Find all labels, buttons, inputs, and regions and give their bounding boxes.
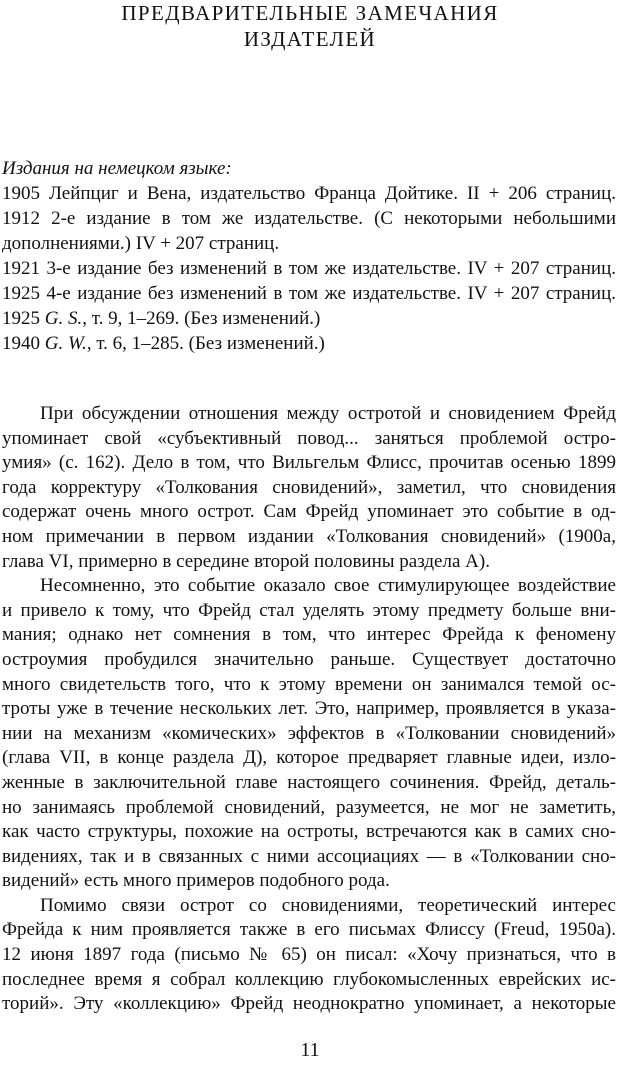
edition-item: дополнениями.) IV + 207 страниц.	[2, 233, 280, 254]
text-line: но занимаясь проблемой сновидений, разумеется, не мог не заметить,	[2, 796, 616, 818]
text-line: Помимо связи острот со сновидениями, теоретический интерес	[40, 894, 616, 916]
edition-year: 1940	[2, 333, 45, 354]
edition-details: , т. 6, 1–285. (Без изменений.)	[86, 333, 325, 354]
title-line-1: ПРЕДВАРИТЕЛЬНЫЕ ЗАМЕЧАНИЯ	[121, 1, 499, 25]
text-line: Несомненно, это событие оказало свое стимулирующее воздействие	[40, 575, 616, 597]
editions-heading: Издания на немецком языке:	[2, 158, 232, 179]
page-title	[0, 0, 620, 52]
editions-list	[2, 156, 616, 356]
text-line: упоминает свой «субъективный повод... заняться проблемой остро-	[2, 427, 616, 449]
text-line: женные в заключительной главе настоящего сочинения. Фрейд, деталь-	[2, 771, 616, 793]
text-line: (глава VII, в конце раздела Д), которое предваряет главные идеи, изло-	[2, 747, 616, 769]
edition-year: 1925	[2, 308, 45, 329]
edition-details: , т. 9, 1–269. (Без изменений.)	[82, 308, 321, 329]
text-line: торий». Эту «коллекцию» Фрейд неоднократно упоминает, а некоторые	[2, 993, 616, 1015]
text-line: последнее время я собрал коллекцию глубокомысленных еврейских ис-	[2, 968, 616, 990]
text-line: нии на механизм «комических» эффектов в «Толковании сновидений»	[2, 722, 616, 744]
text-line: видениях, так и в связанных с ними ассоциациях — в «Толковании сно-	[2, 845, 616, 867]
edition-item: 1905 Лейпциг и Вена, издательство Франца Дойтике. II + 206 страниц.	[2, 183, 616, 204]
edition-abbreviation: G. W.	[44, 333, 87, 354]
edition-abbreviation: G. S.	[44, 308, 83, 329]
text-line: видений» есть много примеров подобного рода.	[2, 870, 390, 892]
edition-item: 1921 3-е издание без изменений в том же издательстве. IV + 207 страниц.	[2, 258, 616, 279]
edition-item: 1912 2-е издание в том же издательстве. (С некоторыми небольшими	[2, 208, 616, 229]
text-line: При обсуждении отношения между остротой и сновидением Фрейд	[40, 403, 616, 424]
text-line: и привело к тому, что Фрейд стал уделять этому предмету больше вни-	[2, 599, 616, 621]
text-line: 12 июня 1897 года (письмо № 65) он писал: «Хочу признаться, что в	[2, 944, 616, 966]
text-line: умия» (с. 162). Дело в том, что Вильгельм Флисс, прочитав осенью 1899	[2, 452, 616, 474]
text-line: троты уже в течение нескольких лет. Это, например, проявляется в указа-	[2, 698, 616, 720]
text-line: мания; однако нет сомнения в том, что интерес Фрейда к феномену	[2, 624, 616, 646]
title-line-2: ИЗДАТЕЛЕЙ	[243, 27, 377, 51]
body-text	[2, 402, 616, 1017]
edition-item	[2, 331, 616, 356]
edition-item	[2, 306, 616, 331]
text-line: как часто структуры, похожие на остроты, встречаются как в самих сно-	[2, 821, 616, 843]
page-number: 11	[300, 1039, 320, 1061]
text-line: ном примечании в первом издании «Толкования сновидений» (1900а,	[2, 525, 616, 547]
text-line: много свидетельств того, что к этому времени он занимался темой ос-	[2, 673, 616, 695]
text-line: года корректуру «Толкования сновидений», заметил, что сновидения	[2, 476, 616, 498]
text-line: глава VI, примерно в середине второй половины раздела А).	[2, 550, 490, 572]
text-line: Фрейда к ним проявляется также в его письмах Флиссу (Freud, 1950а).	[2, 919, 616, 941]
text-line: остроумия пробудился значительно раньше. Существует достаточно	[2, 648, 616, 670]
edition-item: 1925 4-е издание без изменений в том же издательстве. IV + 207 страниц.	[2, 283, 616, 304]
text-line: содержат очень много острот. Сам Фрейд упоминает это событие в од-	[2, 501, 616, 523]
